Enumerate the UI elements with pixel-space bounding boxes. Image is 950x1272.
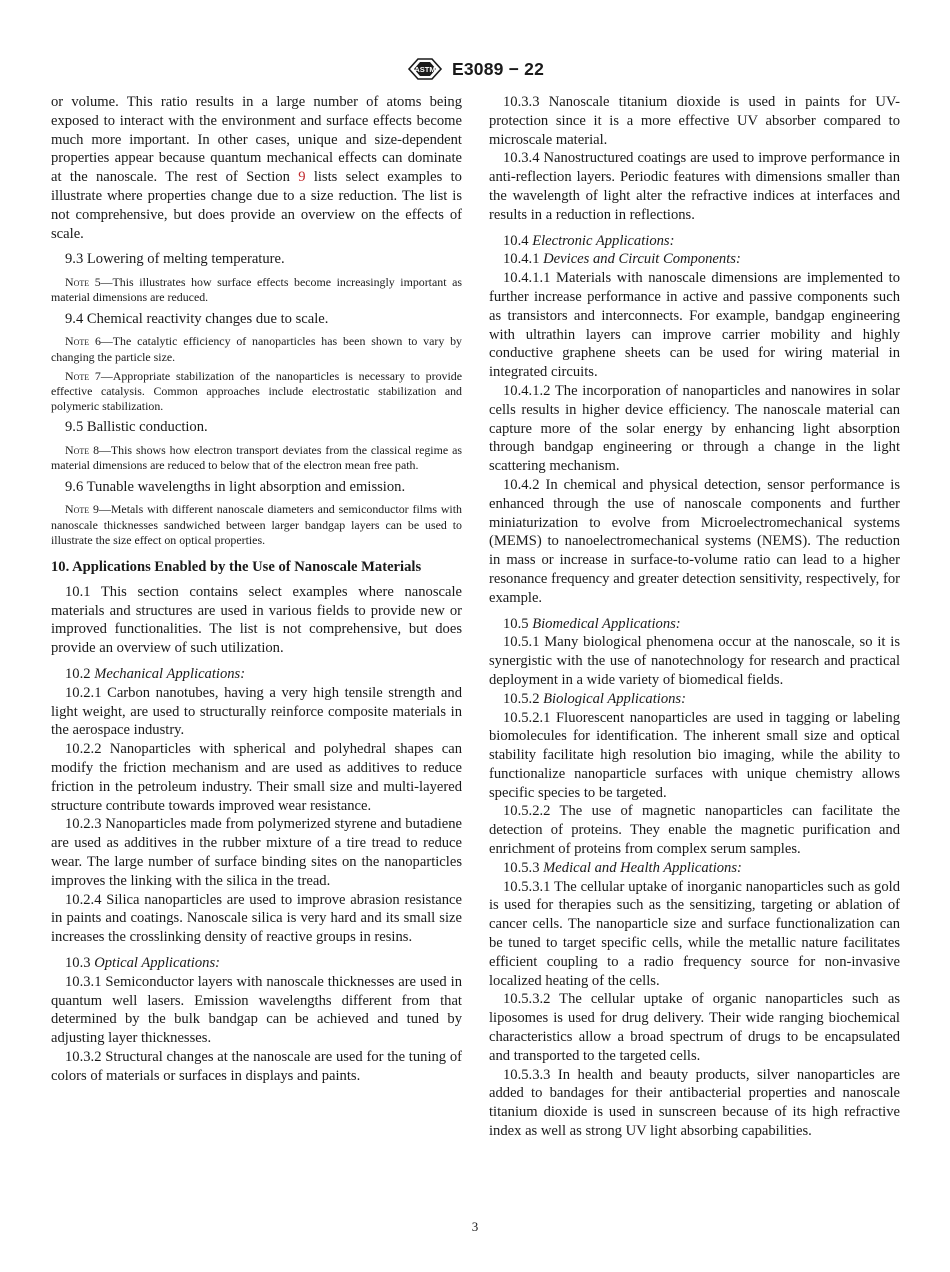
paragraph-10-3-4: 10.3.4 Nanostructured coatings are used to improve performance in anti-reflection layers. Periodic features with dimensions smaller than the wavelength of light alter the refractive indices at interfaces and results in a reduction in reflections. bbox=[489, 150, 900, 223]
astm-logo-icon bbox=[406, 57, 444, 81]
note-5: Note 5—This illustrates how surface effects become increasingly important as material dimensions are reduced. bbox=[51, 275, 462, 305]
paragraph-10-3-3: 10.3.3 Nanoscale titanium dioxide is used in paints for UV-protection since it is a more effective UV absorber compared to microscale material. bbox=[489, 94, 900, 148]
paragraph-10-5-1: 10.5.1 Many biological phenomena occur at the nanoscale, so it is synergistic with the use of nanotechnology for research and practical deployment in a wide variety of biomedical fields. bbox=[489, 634, 900, 688]
paragraph-10-5-3: 10.5.3 Medical and Health Applications: bbox=[503, 859, 742, 876]
paragraph-10-1: 10.1 This section contains select examples where nanoscale materials and structures are used in various fields to provide new or improved functionalities. The list is not comprehensive, but does provide an overview of such utilization. bbox=[51, 583, 462, 657]
paragraph-10-5-2-2: 10.5.2.2 The use of magnetic nanoparticles can facilitate the detection of proteins. They enable the magnetic purification and enrichment of proteins from complex serum samples. bbox=[489, 803, 900, 858]
note-9: Note 9—Metals with different nanoscale diameters and semiconductor films with nanoscale thicknesses sandwiched between larger bandgap layers can be used to illustrate the size effect on optical properties. bbox=[51, 502, 462, 547]
section-link[interactable]: 9 bbox=[298, 169, 306, 186]
document-id: E3089 − 22 bbox=[451, 58, 544, 79]
paragraph-10-5-3-3: 10.5.3.3 In health and beauty products, silver nanoparticles are added to bandages for their antibacterial properties and nanoscale titanium dioxide is used in sunscreen because of its high refractive index as well as strong UV light absorbing capabilities. bbox=[489, 1066, 900, 1140]
note-7: Note 7—Appropriate stabilization of the nanoparticles is necessary to provide effective catalysis. Common approaches include electrostatic stabilization and polymeric stabilization. bbox=[51, 368, 462, 414]
paragraph-10-4-1-2: 10.4.1.2 The incorporation of nanoparticles and nanowires in solar cells results in higher device efficiency. The nanoscale material can capture more of the solar energy by enhancing light absorption through bandgap engineering or through a change in the light scattering mechanism. bbox=[489, 382, 900, 475]
paragraph-10-2-3: 10.2.3 Nanoparticles made from polymerized styrene and butadiene are used as additives in the rubber mixture of a tire tread to reduce wear. The large number of surface binding sites on the nanoparticles improves the linking with the silica in the tread. bbox=[51, 816, 462, 889]
page-header bbox=[0, 56, 950, 82]
note-8: Note 8—This shows how electron transport deviates from the classical regime as material dimensions are reduced to below that of the electron mean free path. bbox=[51, 443, 462, 473]
note-6: Note 6—The catalytic efficiency of nanoparticles has been shown to vary by changing the particle size. bbox=[51, 334, 462, 364]
logo-lettering: ASTM bbox=[414, 65, 436, 74]
paragraph-10-4-1: 10.4.1 Devices and Circuit Components: bbox=[503, 251, 741, 268]
paragraph-9-6: 9.6 Tunable wavelengths in light absorption and emission. bbox=[65, 478, 406, 495]
paragraph-10-5-2: 10.5.2 Biological Applications: bbox=[503, 690, 686, 707]
right-column bbox=[489, 93, 900, 1141]
page-number: 3 bbox=[471, 1219, 479, 1234]
paragraph-10-5-2-1: 10.5.2.1 Fluorescent nanoparticles are used in tagging or labeling biomolecules for identification. The inherent small size and optical stability facilitate high resolution bio imaging, while the ability to functionalize nanoparticle surfaces with unique chemistry allows specific species to be targeted. bbox=[489, 709, 900, 801]
paragraph-10-5-3-1: 10.5.3.1 The cellular uptake of inorganic nanoparticles such as gold is used for therapies such as the sensitizing, targeting or ablation of cancer cells. The nanoparticle size and surface functionalization can be tuned to target specific cells, while the metallic nature facilitates efficient coupling to a radio frequency source for non-invasive localized heating of the cells. bbox=[489, 878, 900, 989]
paragraph-10-2-4: 10.2.4 Silica nanoparticles are used to improve abrasion resistance in paints and coatings. Nanoscale silica is very hard and its small size increases the crosslinking density of reactive groups in resins. bbox=[51, 891, 462, 946]
left-column bbox=[51, 93, 462, 1086]
paragraph-9-3: 9.3 Lowering of melting temperature. bbox=[65, 251, 285, 268]
paragraph-10-4: 10.4 Electronic Applications: bbox=[503, 232, 675, 249]
paragraph-10-3-1: 10.3.1 Semiconductor layers with nanoscale thicknesses are used in quantum well lasers. Emission wavelengths different from that determined by the bulk bandgap can be achieved and tuned by adjusting layer thicknesses. bbox=[51, 973, 462, 1047]
paragraph-10-4-1-1: 10.4.1.1 Materials with nanoscale dimensions are implemented to further increase performance in active and passive components such as transistors and interconnects. For example, bandgap engineering with ultrathin layers can improve carrier mobility and highly conductive graphene sheets can be used for wiring material in integrated circuits. bbox=[489, 270, 900, 381]
paragraph-9-4: 9.4 Chemical reactivity changes due to scale. bbox=[65, 310, 329, 327]
section-10-heading: 10. Applications Enabled by the Use of Nanoscale Materials bbox=[51, 559, 422, 575]
paragraph-10-3: 10.3 Optical Applications: bbox=[65, 954, 220, 971]
paragraph-10-5-3-2: 10.5.3.2 The cellular uptake of organic nanoparticles such as liposomes is used for drug delivery. Their wide ranging biochemical characteristics allow a broad spectrum of drugs to be encapsulated and transported to the targeted cells. bbox=[489, 991, 900, 1064]
paragraph-10-2-1: 10.2.1 Carbon nanotubes, having a very high tensile strength and light weight, are used to structurally reinforce composite materials in the aerospace industry. bbox=[51, 684, 462, 739]
paragraph-10-3-2: 10.3.2 Structural changes at the nanoscale are used for the tuning of colors of materials or surfaces in displays and paints. bbox=[51, 1048, 462, 1084]
paragraph-10-2: 10.2 Mechanical Applications: bbox=[65, 665, 246, 682]
paragraph-9-5: 9.5 Ballistic conduction. bbox=[65, 419, 208, 436]
paragraph-intro: or volume. This ratio results in a large number of atoms being exposed to interact with the environment and surface effects become much more important. In other cases, unique and size-dependent properties appear because quantum mechanical effects can dominate at the nanoscale. The rest of Section 9 lists select examples to illustrate where properties change due to a size reduction. The list is not comprehensive, but does provide an overview on the effects of scale. bbox=[51, 94, 462, 242]
paragraph-10-5: 10.5 Biomedical Applications: bbox=[503, 615, 681, 632]
paragraph-10-2-2: 10.2.2 Nanoparticles with spherical and polyhedral shapes can modify the friction mechanism and are used as additives to reduce friction in the petroleum industry. Their small size and multi-layered structure contribute towards improved wear resistance. bbox=[51, 741, 462, 814]
paragraph-10-4-2: 10.4.2 In chemical and physical detection, sensor performance is enhanced through the use of nanoscale components and further miniaturization to evolve from Microelectromechanical systems (MEMS) to nanoelectromechanical systems (NEMS). The reduction in mass or increase in surface-to-volume ratio can lead to a higher resonance frequency and greater detection sensitivity, respectively, for example. bbox=[489, 476, 900, 606]
